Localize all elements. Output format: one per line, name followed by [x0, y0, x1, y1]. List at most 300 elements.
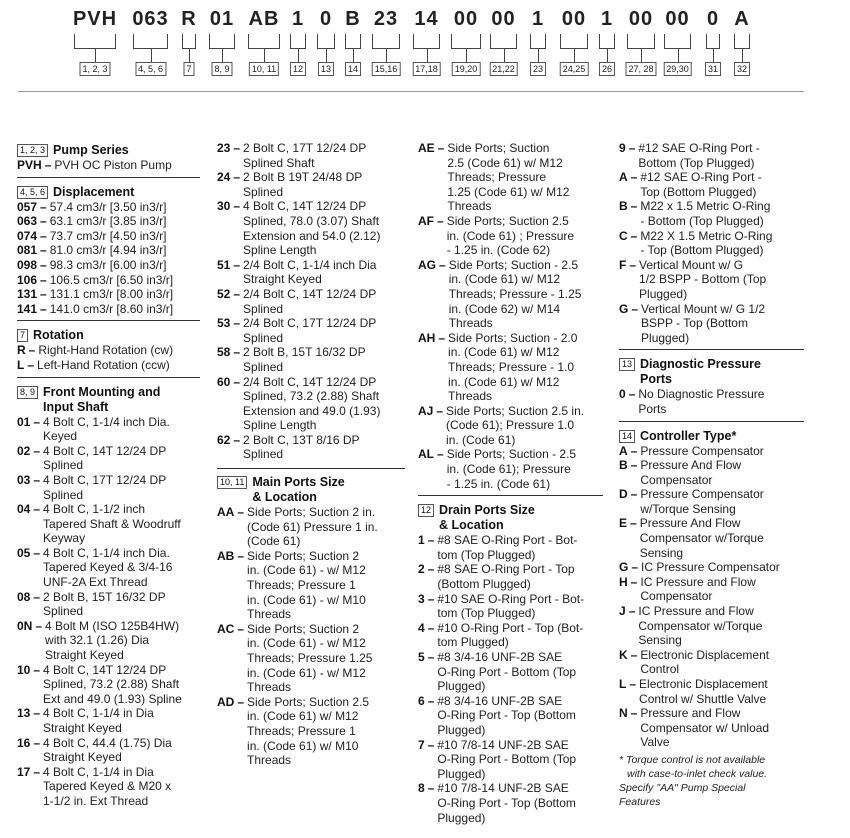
option-description: UNF-2A Ext Thread: [43, 575, 148, 590]
option-code: 10: [17, 662, 31, 677]
option-item: 17 – 4 Bolt C, 1-1/4 in Dia Tapered Keyed & M20 x 1-1/2 in. Ext Thread: [17, 764, 172, 808]
option-item: 03 – 4 Bolt C, 17T 12/24 DP Splined: [17, 472, 167, 502]
code-position-box: 24,25: [560, 62, 589, 76]
code-position-box: 14: [345, 62, 361, 76]
option-description: Threads; Pressure: [447, 170, 547, 185]
option-item: 4 – #10 O-Ring Port - Top (Bot- tom Plugged): [418, 620, 584, 650]
code-position-box: 15,16: [372, 62, 401, 76]
section-title: Rotation: [33, 328, 84, 343]
footnote: [619, 753, 804, 809]
code-bracket: [372, 34, 400, 49]
option-section: [217, 468, 405, 768]
option-item: 106 – 106.5 cm3/r [6.50 in3/r]: [17, 272, 174, 287]
option-code: 58: [217, 345, 231, 360]
option-description: PVH OC Piston Pump: [54, 158, 172, 172]
option-section: [418, 141, 603, 491]
option-item: AE – Side Ports; Suction 2.5 (Code 61) w/ M12 Threads; Pressure 1.25 (Code 61) w/ M12 Threads: [418, 141, 570, 214]
code-position-box: 12: [290, 62, 306, 76]
option-description: Threads: [247, 680, 292, 695]
code-value: A: [734, 8, 750, 30]
section-title: & Location: [252, 490, 317, 505]
code-bracket: [560, 34, 588, 49]
option-description: 1/2 BSPP - Bottom (Top: [639, 272, 767, 287]
option-description: 2/4 Bolt C, 14T 12/24 DP: [243, 286, 377, 301]
option-description: 4 Bolt C, 14T 12/24 DP: [243, 199, 367, 214]
option-description: in. (Code 61) w/ M12: [448, 374, 560, 389]
header-divider: [18, 91, 804, 92]
option-description: O-Ring Port - Bottom (Top: [437, 664, 577, 679]
option-description: 57.4 cm3/r [3.50 in3/r]: [49, 199, 167, 214]
option-code: AE: [418, 141, 435, 155]
code-bracket: [490, 34, 517, 49]
option-description: Splined: [243, 447, 284, 462]
code-position-box: 7: [183, 62, 194, 76]
option-description: in. (Code 61): [446, 432, 516, 447]
option-description: Keyway: [43, 531, 86, 546]
option-description: Straight Keyed: [243, 272, 322, 287]
option-description: (Code 61); Pressure 1.0: [446, 418, 575, 433]
option-description: Splined: [243, 184, 284, 199]
option-section: [619, 421, 804, 809]
option-item: N – Pressure and Flow Compensator w/ Unload Valve: [619, 706, 770, 750]
code-bracket-stem: [538, 48, 539, 62]
option-description: Compensator w/ Unload: [640, 720, 770, 735]
option-description: 2 Bolt B, 15T 16/32 DP: [243, 345, 366, 360]
option-item: L – Electronic Displacement Control w/ Shuttle Valve: [619, 677, 768, 706]
option-description: 4 Bolt C, 1-1/2 inch: [43, 502, 146, 517]
option-description: 73.7 cm3/r [4.50 in3/r]: [49, 228, 167, 243]
option-description: Splined, 78.0 (3.07) Shaft: [243, 213, 380, 228]
code-bracket: [627, 34, 655, 49]
option-description: - 1.25 in. (Code 61): [446, 476, 551, 491]
option-item: 30 – 4 Bolt C, 14T 12/24 DP Splined, 78.0 (3.07) Shaft Extension and 54.0 (2.12) Spline Length: [217, 199, 381, 258]
option-code: B: [619, 458, 628, 473]
option-code: 106: [17, 272, 38, 287]
option-item: 05 – 4 Bolt C, 1-1/4 inch Dia. Tapered Keyed & 3/4-16 UNF-2A Ext Thread: [17, 545, 173, 590]
option-item: F – Vertical Mount w/ G 1/2 BSPP - Bottom (Top Plugged): [619, 257, 767, 301]
code-segment: [72, 0, 118, 90]
section-title: Drain Ports Size: [439, 503, 535, 518]
option-description: 2 Bolt B, 15T 16/32 DP: [43, 589, 166, 604]
position-tag: 8, 9: [17, 386, 38, 399]
option-code: 17: [17, 764, 31, 779]
option-code: D: [619, 487, 628, 502]
code-value: 063: [132, 8, 169, 30]
code-position-box: 1, 2, 3: [79, 62, 110, 76]
section-title: Pump Series: [53, 143, 129, 157]
code-bracket-stem: [504, 48, 505, 62]
option-description: 2.5 (Code 61) w/ M12: [447, 155, 563, 170]
option-code: 62: [217, 432, 231, 447]
option-description: Threads; Pressure 1: [247, 578, 356, 593]
option-description: #8 SAE O-Ring Port - Top: [437, 562, 575, 577]
option-description: Right-Hand Rotation (cw): [38, 343, 174, 358]
column-3: [418, 141, 603, 825]
option-description: Splined, 73.2 (2.88) Shaft: [43, 677, 180, 692]
section-heading: [619, 429, 804, 444]
option-description: Vertical Mount w/ G 1/2: [641, 301, 766, 316]
option-description: Extension and 54.0 (2.12): [243, 228, 381, 243]
footnote-line: Specify "AA" Pump Special: [619, 781, 746, 794]
option-description: 4 Bolt C, 1-1/4 in Dia: [43, 706, 154, 721]
code-segment: [343, 0, 363, 90]
section-divider: [17, 320, 200, 321]
option-item: 04 – 4 Bolt C, 1-1/2 inch Tapered Shaft & Woodruff Keyway: [17, 502, 181, 546]
code-bracket: [599, 34, 615, 49]
code-bracket-stem: [298, 48, 299, 62]
code-value: 0: [319, 8, 333, 30]
option-description: in. (Code 61) - w/ M12: [247, 636, 366, 651]
option-item: 3 – #10 SAE O-Ring Port - Bot- tom (Top Plugged): [418, 591, 585, 621]
model-code-bar: [0, 0, 850, 90]
option-description: Compensator: [640, 472, 713, 487]
option-description: 4 Bolt C, 14T 12/24 DP: [43, 662, 167, 677]
option-description: (Code 61): [247, 534, 301, 549]
section-title: Controller Type*: [640, 428, 737, 443]
code-bracket-stem: [574, 48, 575, 62]
code-position-box: 31: [705, 62, 721, 76]
code-bracket: [182, 34, 196, 49]
section-heading: [17, 143, 200, 158]
option-description: Pressure Compensator: [640, 443, 764, 458]
option-description: Keyed: [43, 429, 78, 444]
code-bracket: [133, 34, 168, 49]
option-code: 6: [418, 693, 425, 708]
code-bracket-stem: [427, 48, 428, 62]
option-description: Straight Keyed: [43, 750, 122, 765]
option-description: Plugged): [639, 286, 688, 301]
option-description: IC Pressure and Flow: [638, 604, 754, 619]
option-description: Splined: [243, 301, 284, 316]
section-title: Displacement: [53, 184, 135, 199]
option-item: 13 – 4 Bolt C, 1-1/4 in Dia Straight Keyed: [17, 706, 154, 735]
option-description: #10 SAE O-Ring Port - Bot-: [437, 591, 585, 606]
option-item: 52 – 2/4 Bolt C, 14T 12/24 DP Splined: [217, 286, 377, 316]
option-code: 51: [217, 257, 231, 272]
option-description: Splined: [243, 359, 284, 374]
option-description: Ports: [638, 401, 667, 416]
code-segment: [180, 0, 198, 90]
code-bracket-stem: [713, 48, 714, 62]
option-description: O-Ring Port - Bottom (Top: [437, 752, 577, 767]
code-bracket: [451, 34, 481, 49]
code-value: 0: [706, 8, 720, 30]
option-description: Control w/ Shuttle Valve: [639, 691, 767, 706]
option-description: in. (Code 61) - w/ M12: [247, 563, 366, 578]
option-description: Ext and 49.0 (1.93) Spline: [43, 691, 182, 706]
option-description: Plugged): [437, 679, 486, 694]
section-heading: [619, 357, 804, 387]
option-code: AH: [418, 330, 436, 345]
code-position-box: 17,18: [412, 62, 441, 76]
option-item: 2 – #8 SAE O-Ring Port - Top (Bottom Plugged): [418, 562, 575, 592]
option-item: AJ – Side Ports; Suction 2.5 in. (Code 61); Pressure 1.0 in. (Code 61): [418, 403, 585, 447]
option-item: 5 – #8 3/4-16 UNF-2B SAE O-Ring Port - Bottom (Top Plugged): [418, 650, 577, 694]
code-bracket-stem: [264, 48, 265, 62]
code-bracket: [209, 34, 235, 49]
option-item: 02 – 4 Bolt C, 14T 12/24 DP Splined: [17, 443, 167, 473]
option-description: Electronic Displacement: [639, 677, 768, 691]
option-description: (Bottom Plugged): [437, 577, 531, 592]
code-segment: [488, 0, 519, 90]
code-value: 1: [291, 8, 305, 30]
option-description: in. (Code 61) w/ M12: [247, 709, 359, 724]
option-description: in. (Code 61) w/ M12: [448, 345, 560, 360]
option-description: Side Ports; Suction 2.5: [446, 213, 569, 228]
option-item: 23 – 2 Bolt C, 17T 12/24 DP Splined Shaft: [217, 141, 367, 170]
option-item: 074 – 73.7 cm3/r [4.50 in3/r]: [17, 228, 167, 243]
option-description: in. (Code 61) w/ M12: [448, 272, 561, 287]
option-item: 081 – 81.0 cm3/r [4.94 in3/r]: [17, 243, 167, 258]
option-description: Sensing: [638, 633, 682, 648]
option-code: AL: [418, 447, 434, 462]
code-position-box: 23: [530, 62, 546, 76]
option-item: 51 – 2/4 Bolt C, 1-1/4 inch Dia Straight Keyed: [217, 257, 377, 287]
option-code: H: [619, 574, 628, 589]
option-code: R: [17, 343, 26, 358]
code-segment: [207, 0, 237, 90]
option-section: [619, 349, 804, 416]
option-section: [619, 141, 804, 345]
option-item: B – M22 x 1.5 Metric O-Ring - Bottom (Top Plugged): [619, 199, 771, 228]
code-bracket-stem: [151, 48, 152, 62]
code-value: 00: [453, 8, 479, 30]
section-heading: [17, 185, 200, 200]
option-description: 106.5 cm3/r [6.50 in3/r]: [49, 272, 174, 287]
option-code: PVH: [17, 158, 42, 172]
option-description: #8 3/4-16 UNF-2B SAE: [437, 693, 563, 708]
option-description: tom (Top Plugged): [437, 606, 536, 621]
option-code: 08: [17, 589, 31, 604]
option-description: 4 Bolt C, 44.4 (1.75) Dia: [43, 735, 172, 750]
option-code: 53: [217, 316, 231, 331]
option-code: N: [619, 706, 628, 721]
code-bracket: [345, 34, 361, 49]
option-description: Tapered Keyed & M20 x: [43, 779, 172, 794]
option-code: 131: [17, 287, 38, 302]
option-code: 9: [619, 141, 626, 155]
option-item: 10 – 4 Bolt C, 14T 12/24 DP Splined, 73.2 (2.88) Shaft Ext and 49.0 (1.93) Spline: [17, 662, 182, 706]
option-description: Tapered Shaft & Woodruff: [43, 516, 181, 531]
option-item: R – Right-Hand Rotation (cw): [17, 343, 174, 358]
code-value: 00: [628, 8, 654, 30]
code-position-box: 26: [599, 62, 615, 76]
option-code: 03: [17, 472, 31, 487]
code-bracket: [317, 34, 335, 49]
option-description: IC Pressure Compensator: [641, 560, 780, 575]
option-code: A: [619, 443, 628, 458]
option-item: H – IC Pressure and Flow Compensator: [619, 574, 756, 604]
option-item: 01 – 4 Bolt C, 1-1/4 inch Dia. Keyed: [17, 414, 170, 444]
code-bracket: [530, 34, 546, 49]
option-description: Sensing: [639, 545, 684, 560]
option-description: Splined: [43, 604, 84, 619]
option-item: C – M22 X 1.5 Metric O-Ring - Top (Bottom Plugged): [619, 228, 773, 258]
option-description: Straight Keyed: [43, 721, 122, 735]
option-item: J – IC Pressure and Flow Compensator w/Torque Sensing: [619, 604, 763, 648]
option-code: L: [619, 677, 627, 691]
option-description: 2 Bolt B 19T 24/48 DP: [243, 170, 363, 185]
code-position-box: 4, 5, 6: [135, 62, 166, 76]
option-section: [17, 177, 200, 317]
option-code: F: [619, 257, 627, 272]
position-tag: 14: [619, 430, 635, 443]
option-description: Side Ports; Suction 2.5 in.: [446, 403, 585, 418]
section-heading: [17, 385, 200, 415]
option-description: Valve: [640, 735, 670, 750]
option-description: Tapered Keyed & 3/4-16: [43, 560, 173, 575]
option-item: 6 – #8 3/4-16 UNF-2B SAE O-Ring Port - Top (Bottom Plugged): [418, 693, 576, 737]
option-description: Compensator w/Torque: [639, 531, 764, 546]
position-tag: 10, 11: [217, 476, 247, 489]
option-item: B – Pressure And Flow Compensator: [619, 458, 742, 487]
option-description: Electronic Displacement: [640, 647, 770, 662]
option-description: Side Ports; Suction 2 in.: [247, 505, 376, 520]
option-code: 141: [17, 301, 38, 316]
option-item: AL – Side Ports; Suction - 2.5 in. (Code 61); Pressure - 1.25 in. (Code 61): [418, 447, 577, 491]
option-code: 23: [217, 141, 231, 155]
code-position-box: 29,30: [663, 62, 692, 76]
footnote-line: Features: [619, 795, 661, 808]
option-code: AG: [418, 257, 436, 272]
option-section: [17, 320, 200, 372]
section-divider: [619, 349, 804, 350]
option-item: 24 – 2 Bolt B 19T 24/48 DP Splined: [217, 170, 363, 199]
option-code: AA: [217, 505, 235, 520]
position-tag: 7: [17, 329, 28, 342]
code-bracket-stem: [641, 48, 642, 62]
code-bracket: [290, 34, 306, 49]
option-code: 5: [418, 650, 425, 664]
option-description: #10 7/8-14 UNF-2B SAE: [437, 737, 569, 752]
code-value: 00: [561, 8, 587, 30]
option-code: AF: [418, 213, 434, 228]
option-description: 98.3 cm3/r [6.00 in3/r]: [49, 257, 167, 272]
option-description: #10 7/8-14 UNF-2B SAE: [437, 781, 569, 796]
option-code: C: [619, 228, 628, 243]
position-tag: 12: [418, 504, 434, 517]
option-description: Control: [640, 662, 680, 677]
code-value: 14: [414, 8, 439, 30]
code-bracket-stem: [386, 48, 387, 62]
code-segment: [449, 0, 483, 90]
option-section: [217, 141, 405, 462]
option-code: K: [619, 647, 628, 662]
option-description: Splined: [43, 487, 84, 502]
option-item: 1 – #8 SAE O-Ring Port - Bot- tom (Top Plugged): [418, 533, 578, 562]
option-item: AH – Side Ports; Suction - 2.0 in. (Code 61) w/ M12 Threads; Pressure - 1.0 in. (Code 61) w/ M12 Threads: [418, 330, 578, 404]
option-description: 4 Bolt C, 1-1/4 in Dia: [43, 764, 154, 779]
option-item: 58 – 2 Bolt B, 15T 16/32 DP Splined: [217, 345, 366, 374]
option-description: Plugged): [437, 766, 486, 781]
code-position-box: 21,22: [489, 62, 518, 76]
option-description: in. (Code 61) w/ M10: [247, 738, 359, 753]
option-description: #10 O-Ring Port - Top (Bot-: [437, 620, 584, 635]
code-position-box: 8, 9: [211, 62, 232, 76]
option-description: - 1.25 in. (Code 62): [446, 243, 551, 258]
option-description: Splined: [43, 458, 84, 473]
option-item: L – Left-Hand Rotation (ccw): [17, 357, 170, 372]
code-value: 01: [209, 8, 235, 30]
option-description: Spline Length: [243, 243, 317, 258]
option-code: A: [619, 170, 628, 185]
section-heading: [418, 503, 603, 533]
code-bracket-stem: [222, 48, 223, 62]
option-item: AB – Side Ports; Suction 2 in. (Code 61) - w/ M12 Threads; Pressure 1 in. (Code 61) - w/ M10 Threads: [217, 548, 366, 622]
code-value: 1: [600, 8, 614, 30]
option-item: 08 – 2 Bolt B, 15T 16/32 DP Splined: [17, 589, 166, 619]
option-description: Threads: [247, 607, 292, 622]
option-item: 53 – 2/4 Bolt C, 17T 12/24 DP Splined: [217, 316, 377, 345]
section-divider: [418, 495, 603, 496]
code-bracket-stem: [189, 48, 190, 62]
option-item: AF – Side Ports; Suction 2.5 in. (Code 61) ; Pressure - 1.25 in. (Code 62): [418, 213, 575, 258]
option-description: Pressure And Flow: [639, 516, 741, 531]
option-description: Compensator w/Torque: [638, 618, 763, 633]
footnote-line: * Torque control is not available: [619, 753, 766, 766]
option-description: Splined Shaft: [243, 155, 315, 170]
option-item: A – Pressure Compensator: [619, 443, 764, 458]
option-item: A – #12 SAE O-Ring Port - Top (Bottom Plugged): [619, 170, 762, 199]
code-value: AB: [248, 8, 280, 30]
code-segment: [246, 0, 282, 90]
option-code: 0N: [17, 618, 33, 633]
option-code: G: [619, 560, 629, 575]
option-code: AC: [217, 621, 235, 636]
option-description: Threads: [247, 753, 292, 768]
section-title: Input Shaft: [43, 399, 109, 414]
section-divider: [17, 177, 200, 178]
column-4: [619, 141, 804, 809]
option-item: 9 – #12 SAE O-Ring Port - Bottom (Top Plugged): [619, 141, 760, 170]
code-segment: [625, 0, 657, 90]
option-code: 30: [217, 199, 231, 214]
code-segment: [288, 0, 308, 90]
option-description: tom (Top Plugged): [437, 547, 536, 562]
option-item: PVH – PVH OC Piston Pump: [17, 158, 172, 172]
option-item: AG – Side Ports; Suction - 2.5 in. (Code 61) w/ M12 Threads; Pressure - 1.25 in. (Code 62) w/ M14 Threads: [418, 257, 582, 331]
code-value: 1: [531, 8, 545, 30]
option-description: 2/4 Bolt C, 1-1/4 inch Dia: [243, 257, 377, 272]
option-description: w/Torque Sensing: [640, 501, 736, 516]
option-description: Splined: [243, 330, 284, 345]
code-bracket: [74, 34, 116, 49]
option-code: 02: [17, 443, 31, 458]
option-code: 16: [17, 735, 31, 750]
option-item: 0N – 4 Bolt M (ISO 125B4HW) with 32.1 (1.26) Dia Straight Keyed: [17, 618, 180, 663]
code-segment: [528, 0, 548, 90]
option-description: Plugged): [641, 330, 690, 345]
section-divider: [619, 421, 804, 422]
code-position-box: 27, 28: [625, 62, 656, 76]
option-description: Plugged): [437, 722, 486, 737]
code-bracket-stem: [353, 48, 354, 62]
option-code: G: [619, 301, 629, 316]
option-item: AC – Side Ports; Suction 2 in. (Code 61) - w/ M12 Threads; Pressure 1.25 in. (Code 61) - w/ M12 Threads: [217, 621, 373, 695]
option-section: [418, 495, 603, 825]
option-code: 1: [418, 533, 425, 548]
option-item: E – Pressure And Flow Compensator w/Torque Sensing: [619, 516, 764, 560]
option-description: 131.1 cm3/r [8.00 in3/r]: [49, 287, 174, 302]
option-description: in. (Code 61); Pressure: [446, 462, 571, 477]
section-heading: [17, 328, 200, 343]
option-code: L: [17, 357, 25, 372]
code-bracket-stem: [742, 48, 743, 62]
option-code: 2: [418, 562, 425, 577]
option-description: Threads; Pressure - 1.0: [448, 359, 575, 374]
option-item: 62 – 2 Bolt C, 13T 8/16 DP Splined: [217, 432, 360, 462]
option-description: 4 Bolt C, 17T 12/24 DP: [43, 472, 167, 487]
